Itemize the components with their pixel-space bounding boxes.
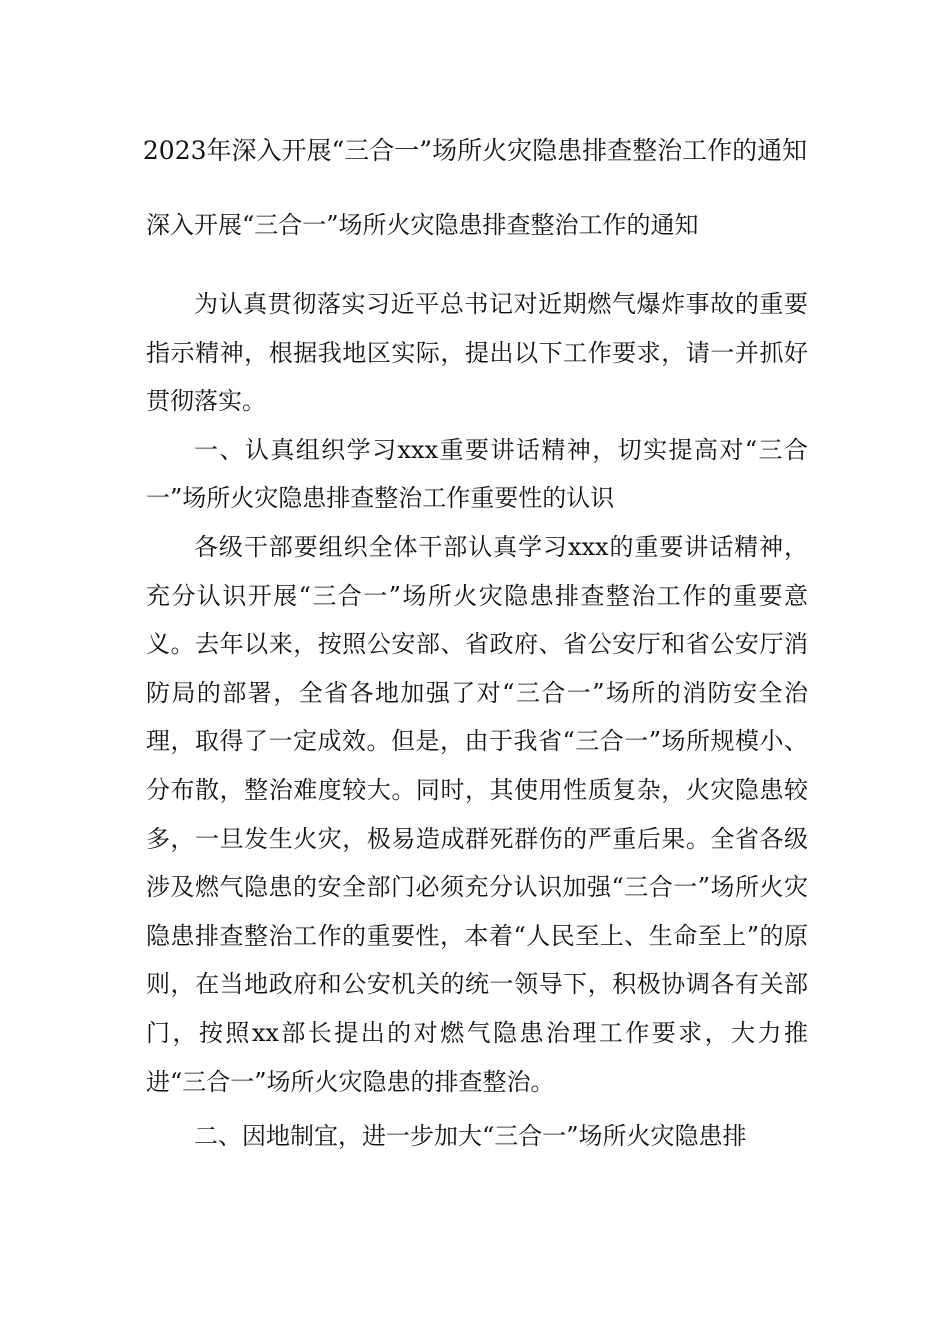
document-title: 2023年深入开展“三合一”场所火灾隐患排查整治工作的通知 (142, 136, 808, 165)
document-body (146, 280, 808, 1161)
paragraph-section-1: 各级干部要组织全体干部认真学习xxx的重要讲话精神，充分认识开展“三合一”场所火灾隐患排查整治工作的重要意义。去年以来，按照公安部、省政府、省公安厅和省公安厅消防局的部署，全省各地加强了对“三合一”场所的消防安全治理，取得了一定成效。但是，由于我省“三合一”场所规模小、分布散，整治难度较大。同时，其使用性质复杂，火灾隐患较多，一旦发生火灾，极易造成群死群伤的严重后果。全省各级涉及燃气隐患的安全部门必须充分认识加强“三合一”场所火灾隐患排查整治工作的重要性，本着“人民至上、生命至上”的原则，在当地政府和公安机关的统一领导下，积极协调各有关部门，按照xx部长提出的对燃气隐患治理工作要求，大力推进“三合一”场所火灾隐患的排查整治。 (146, 532, 808, 1096)
paragraph-intro: 为认真贯彻落实习近平总书记对近期燃气爆炸事故的重要指示精神，根据我地区实际，提出以下工作要求，请一并抓好贯彻落实。 (146, 290, 808, 416)
document-subtitle: 深入开展“三合一”场所火灾隐患排查整治工作的通知 (146, 211, 699, 239)
section-heading-2: 二、因地制宜，进一步加大“三合一”场所火灾隐患排 (194, 1122, 747, 1151)
section-heading-1: 一、认真组织学习xxx重要讲话精神，切实提高对“三合一”场所火灾隐患排查整治工作重要性的认识 (146, 435, 808, 513)
